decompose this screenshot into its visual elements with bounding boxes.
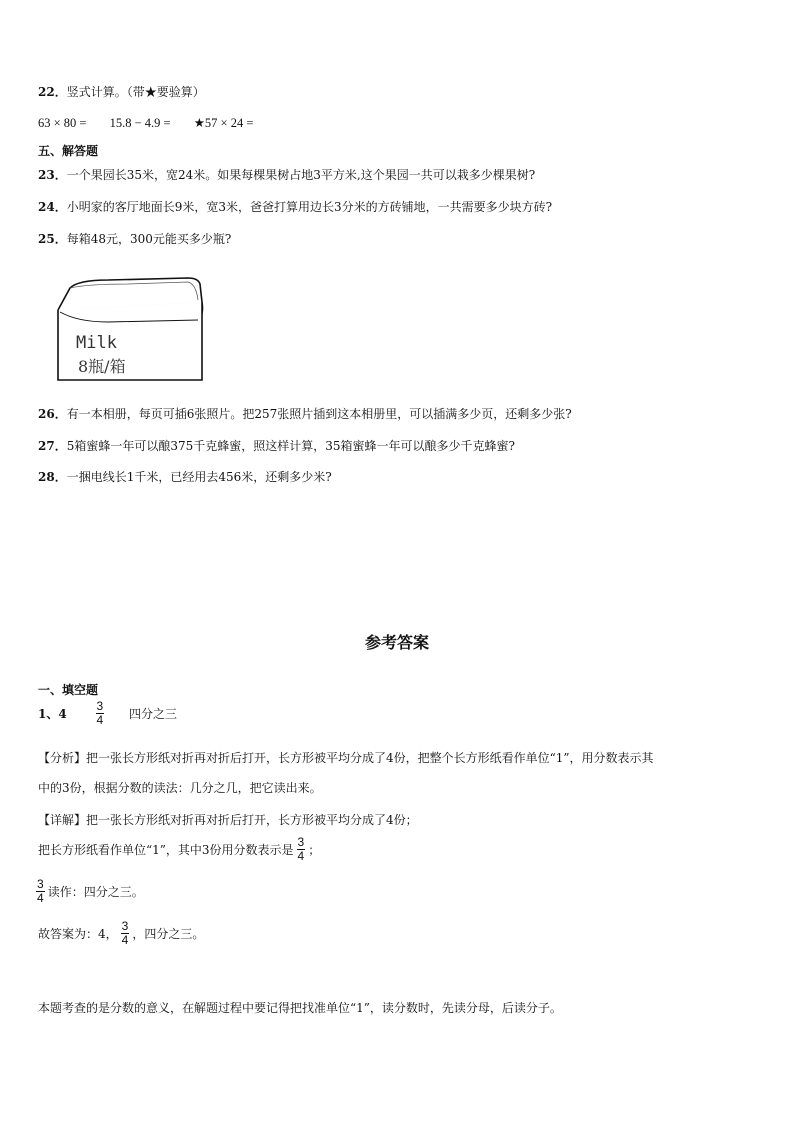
detail-line-1: 【详解】把一张长方形纸对折再对折后打开，长方形被平均分成了4份； [38,813,418,827]
detail-line-3 [36,878,144,905]
fraction-denominator: 4 [37,891,44,905]
question-25 [38,231,231,247]
question-number: 27． [38,439,67,453]
detail-text: ； [308,843,321,857]
calc-item: ★57 × 24 = [193,116,254,130]
fraction-numerator: 3 [96,699,104,713]
question-23 [38,167,535,183]
question-text: 竖式计算。（带★要验算） [66,85,205,99]
question-text: 每箱48元，300元能买多少瓶? [66,232,232,246]
question-number: 26． [38,407,67,421]
fraction-reading: 四分之三 [129,707,178,721]
question-number: 23． [38,168,67,182]
question-27 [38,438,515,454]
answer-label: 1、4 [38,707,67,721]
milk-label: Milk [76,333,117,353]
final-text: ，四分之三。 [132,927,205,941]
final-text: 故答案为：4， [38,927,118,941]
question-number: 25． [38,232,67,246]
fraction-numerator: 3 [121,919,129,933]
fraction-denominator: 4 [297,849,305,863]
answer-1-header [38,700,177,727]
q22-calculations [38,115,273,131]
calc-item: 63 × 80 = [38,116,87,130]
detail-text: 读作：四分之三。 [47,885,144,899]
question-text: 5箱蜜蜂一年可以酿375千克蜂蜜，照这样计算，35箱蜜蜂一年可以酿多少千克蜂蜜? [66,439,515,453]
section-heading: 五、解答题 [38,144,99,158]
question-number: 28． [38,470,67,484]
fraction [297,836,306,863]
analysis-line-1: 【分析】把一张长方形纸对折再对折后打开，长方形被平均分成了4份，把整个长方形纸看作单位“1”，用分数表示其 [38,751,654,765]
question-text: 有一本相册，每页可插6张照片。把257张照片插到这本相册里，可以插满多少页，还剩多少张? [66,407,572,421]
question-text: 一个果园长35米，宽24米。如果每棵果树占地3平方米,这个果园一共可以栽多少棵果树? [66,168,536,182]
question-26 [38,406,572,422]
milk-box-illustration [48,276,218,388]
fraction [121,920,130,947]
question-number: 22． [38,85,67,99]
summary-line: 本题考查的是分数的意义，在解题过程中要记得把找准单位“1”，读分数时，先读分母，后读分子。 [38,1001,562,1015]
fraction [96,700,105,727]
answers-title: 参考答案 [364,633,429,652]
analysis-line-2: 中的3份，根据分数的读法：几分之几，把它读出来。 [38,781,322,795]
calc-item: 15.8 − 4.9 = [109,116,171,130]
fraction-numerator: 3 [37,877,44,891]
detail-text: 把长方形纸看作单位“1”，其中3份用分数表示是 [38,843,294,857]
question-text: 一捆电线长1千米，已经用去456米，还剩多少米? [66,470,332,484]
q22-line [38,84,205,100]
detail-line-2 [38,836,320,863]
question-28 [38,469,332,485]
section-heading: 一、填空题 [38,683,99,697]
fraction-denominator: 4 [96,713,104,727]
box-quantity-label: 8瓶/箱 [78,357,126,376]
question-text: 小明家的客厅地面长9米，宽3米，爸爸打算用边长3分米的方砖铺地，一共需要多少块方砖? [66,200,553,214]
fraction [36,878,45,905]
fraction-numerator: 3 [297,835,305,849]
fraction-denominator: 4 [121,933,129,947]
final-answer-line [38,920,204,947]
question-24 [38,199,552,215]
question-number: 24． [38,200,67,214]
